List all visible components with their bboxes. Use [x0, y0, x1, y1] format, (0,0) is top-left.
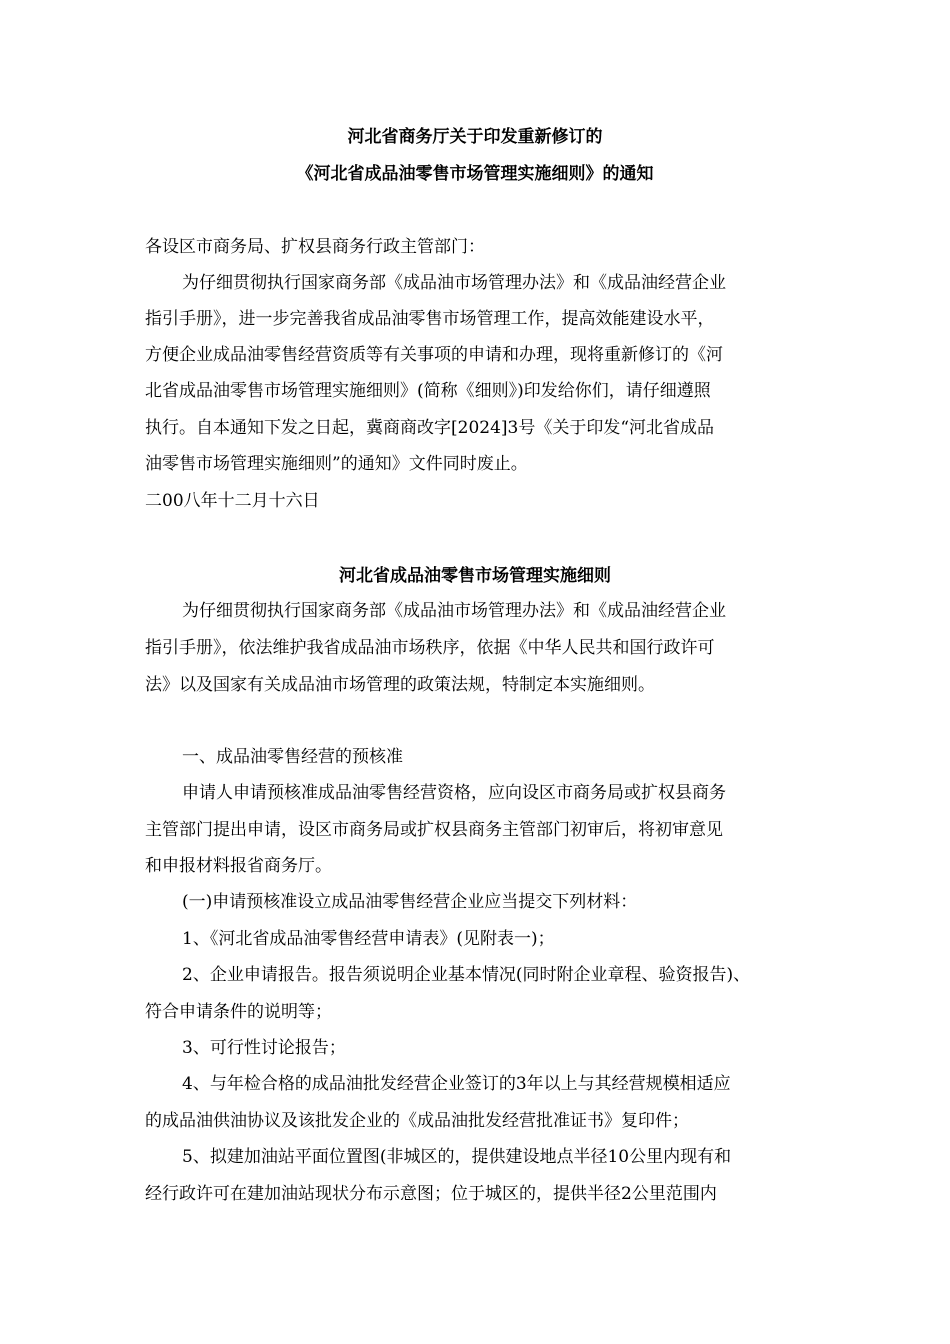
- notice-body-line: 执行。自本通知下发之日起，冀商商改字[2024]3号《关于印发“河北省成品: [145, 418, 715, 438]
- list-item-2-line: 符合申请条件的说明等；: [145, 1002, 332, 1022]
- section-1-line: 和申报材料报省商务厅。: [145, 856, 332, 876]
- rules-preamble-line: 为仔细贯彻执行国家商务部《成品油市场管理办法》和《成品油经营企业: [182, 601, 726, 621]
- notice-title-line-1: 河北省商务厅关于印发重新修订的: [347, 127, 603, 147]
- notice-body-line: 指引手册》，进一步完善我省成品油零售市场管理工作，提高效能建设水平，: [145, 309, 715, 329]
- rules-title: 河北省成品油零售市场管理实施细则: [339, 566, 611, 586]
- rules-preamble-line: 指引手册》，依法维护我省成品油市场秩序，依据《中华人民共和国行政许可: [145, 638, 715, 658]
- section-1-heading: 一、成品油零售经营的预核准: [182, 747, 403, 767]
- subsection-1-heading: (一)申请预核准设立成品油零售经营企业应当提交下列材料：: [182, 892, 638, 912]
- list-item-4-line: 的成品油供油协议及该批发企业的《成品油批发经营批准证书》复印件；: [145, 1111, 689, 1131]
- notice-body-line: 北省成品油零售市场管理实施细则》(简称《细则》)印发给你们，请仔细遵照: [145, 381, 711, 401]
- list-item-2-line: 2、企业申请报告。报告须说明企业基本情况(同时附企业章程、验资报告)、: [182, 965, 751, 985]
- notice-body-line: 油零售市场管理实施细则”的通知》文件同时废止。: [145, 454, 528, 474]
- list-item-3: 3、可行性讨论报告；: [182, 1038, 346, 1058]
- list-item-4-line: 4、与年检合格的成品油批发经营企业签订的3年以上与其经营规模相适应: [182, 1074, 731, 1094]
- list-item-5-line: 5、拟建加油站平面位置图(非城区的，提供建设地点半径10公里内现有和: [182, 1147, 732, 1167]
- notice-body-line: 方便企业成品油零售经营资质等有关事项的申请和办理，现将重新修订的《河: [145, 345, 723, 365]
- list-item-5-line: 经行政许可在建加油站现状分布示意图；位于城区的，提供半径2公里范围内: [145, 1184, 717, 1204]
- rules-preamble-line: 法》以及国家有关成品油市场管理的政策法规，特制定本实施细则。: [145, 675, 655, 695]
- notice-date: 二00八年十二月十六日: [145, 491, 320, 511]
- list-item-1: 1、《河北省成品油零售经营申请表》(见附表一)；: [182, 929, 555, 949]
- section-1-line: 申请人申请预核准成品油零售经营资格，应向设区市商务局或扩权县商务: [182, 783, 726, 803]
- notice-body-line: 为仔细贯彻执行国家商务部《成品油市场管理办法》和《成品油经营企业: [182, 273, 726, 293]
- notice-title-line-2: 《河北省成品油零售市场管理实施细则》的通知: [296, 164, 654, 184]
- notice-salutation: 各设区市商务局、扩权县商务行政主管部门：: [145, 237, 485, 257]
- section-1-line: 主管部门提出申请，设区市商务局或扩权县商务主管部门初审后，将初审意见: [145, 820, 723, 840]
